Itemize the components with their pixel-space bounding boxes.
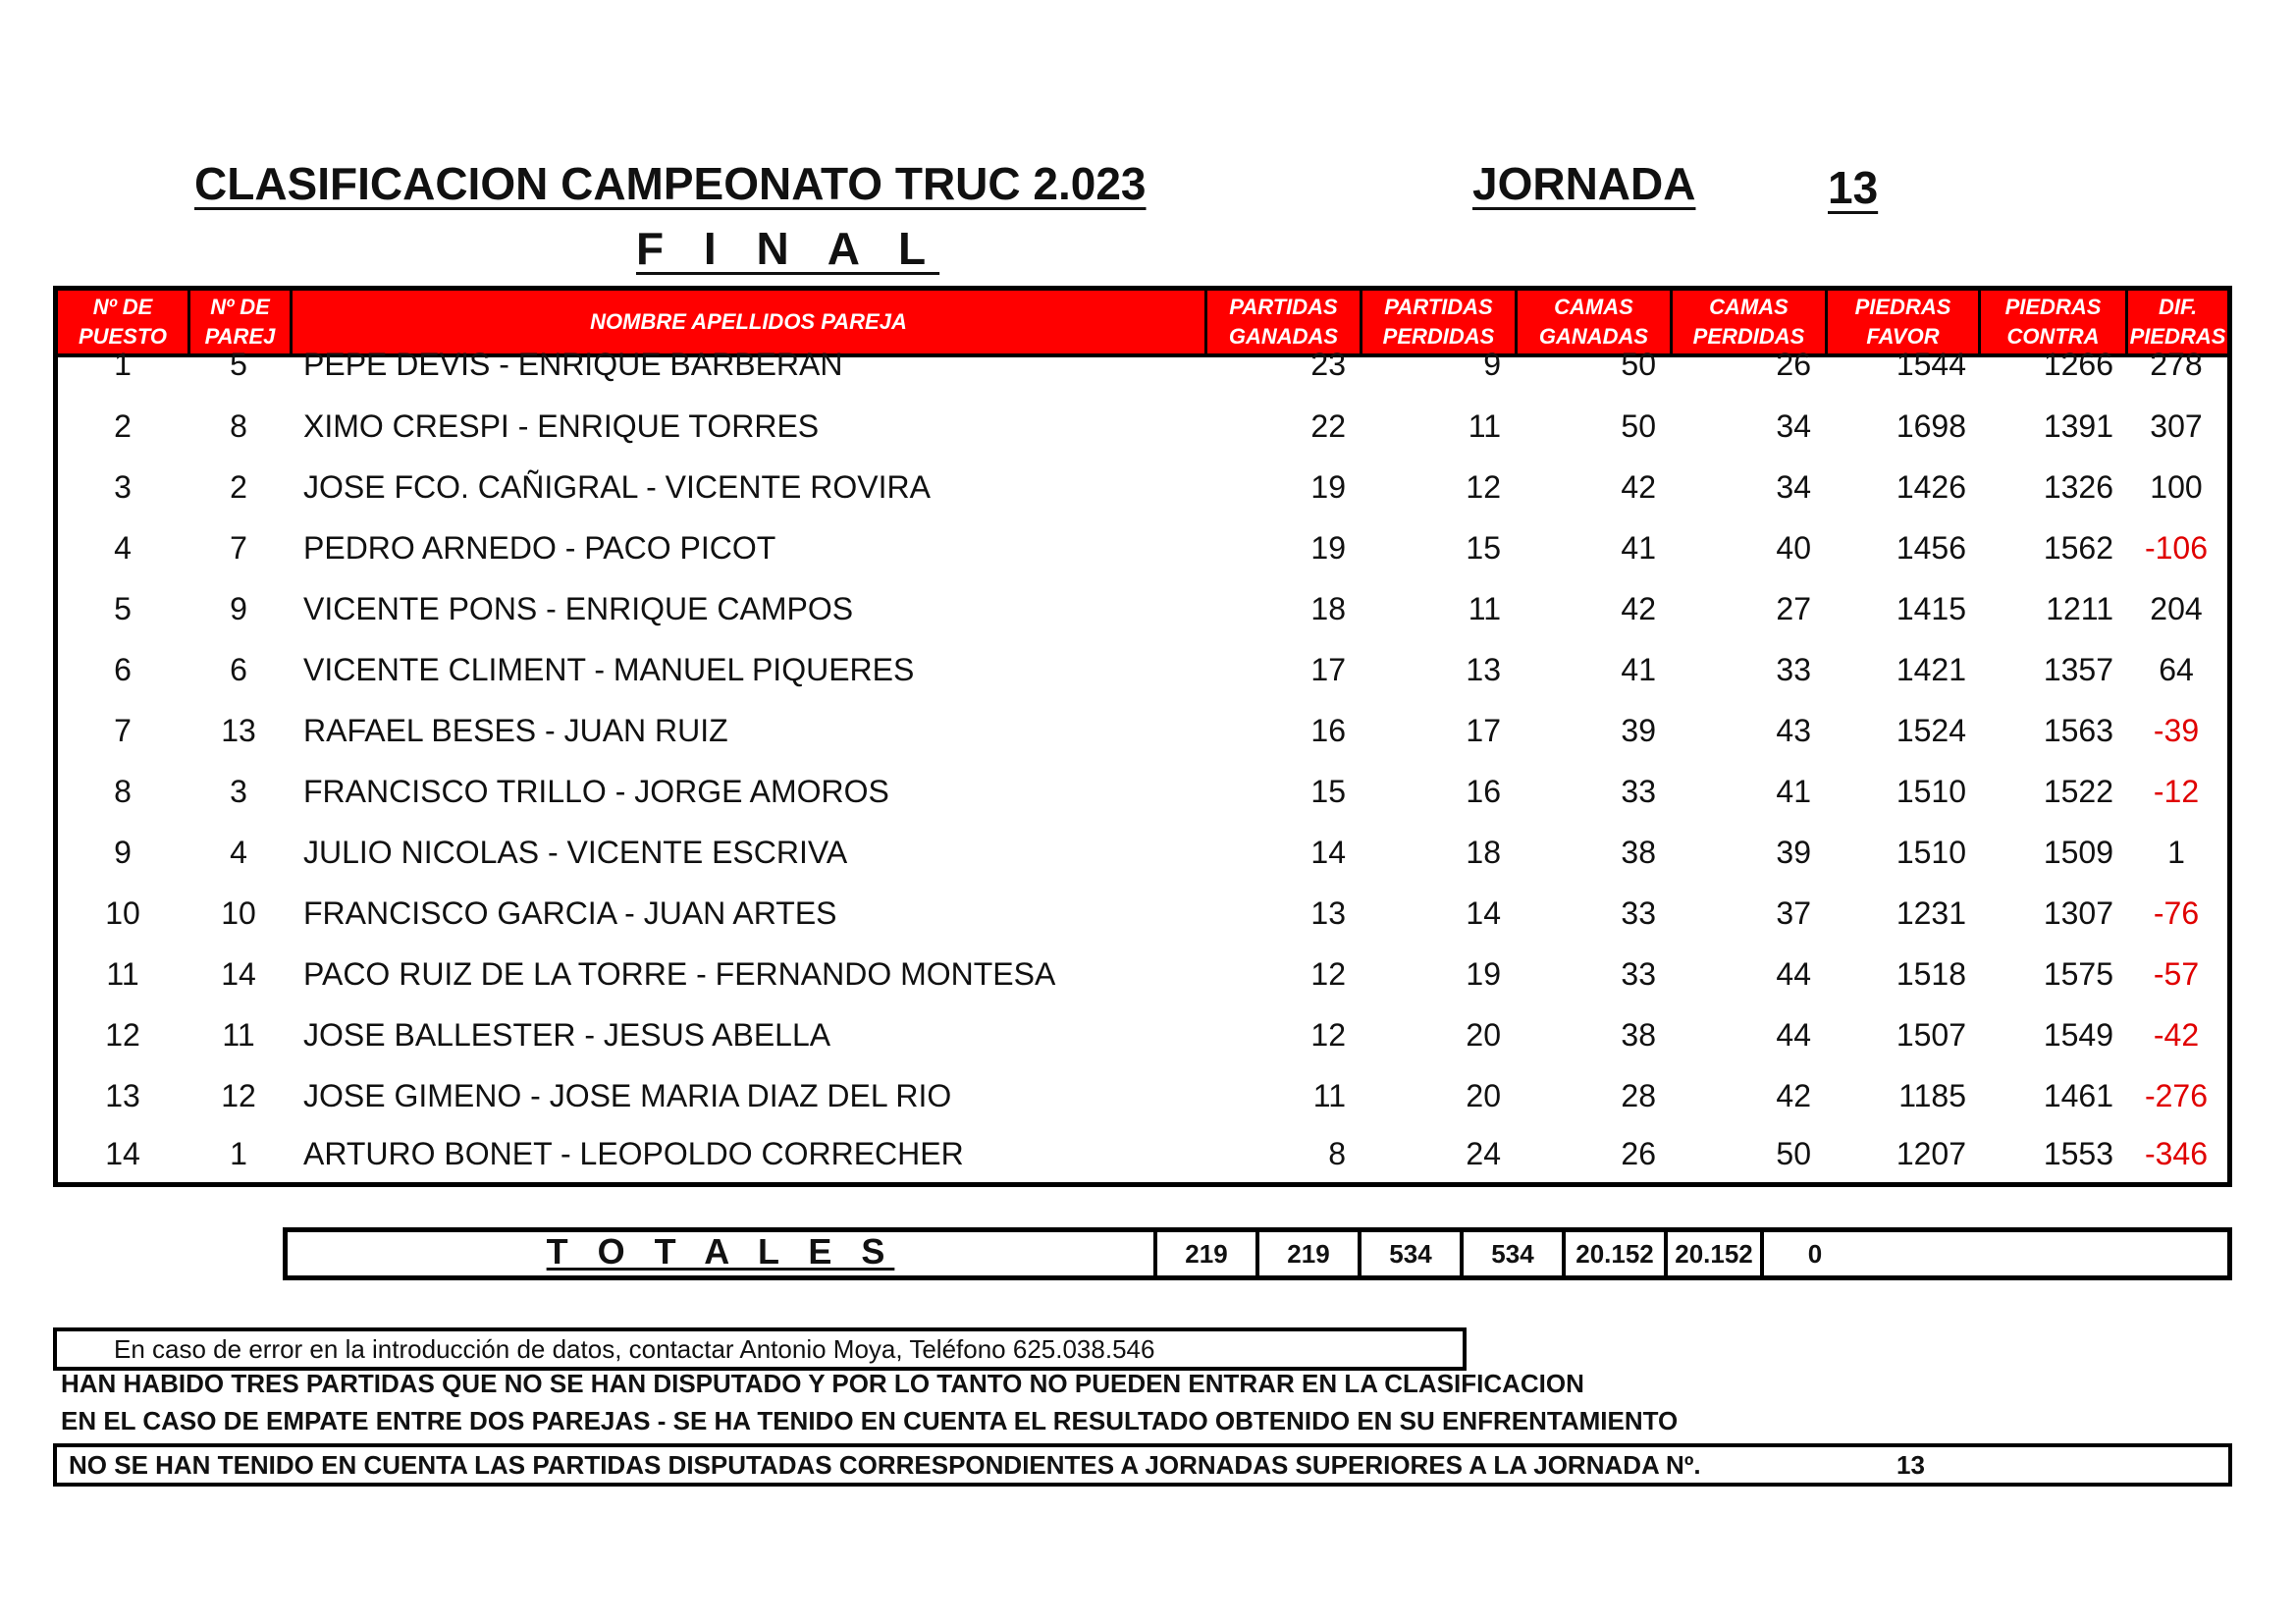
cell-camas-ganadas: 42 xyxy=(1621,591,1656,626)
cell-partidas-perdidas: 9 xyxy=(1483,347,1501,382)
cell-dif-piedras: 307 xyxy=(2150,408,2203,444)
column-header-line2: PERDIDAS xyxy=(1692,324,1805,349)
column-header-line2: FAVOR xyxy=(1866,324,1940,349)
table-row xyxy=(58,1004,2227,1065)
table-row xyxy=(58,822,2227,883)
totals-camas-ganadas: 534 xyxy=(1358,1232,1460,1275)
cell-dif-piedras: -346 xyxy=(2144,1136,2209,1171)
cell-partidas-perdidas: 11 xyxy=(1468,591,1501,626)
cell-dif-piedras: -276 xyxy=(2144,1078,2209,1113)
cell-camas-ganadas: 41 xyxy=(1621,530,1656,566)
jornada-number: 13 xyxy=(1828,162,1879,213)
table-row xyxy=(58,1123,2227,1184)
standings-table xyxy=(53,286,2232,1187)
table-row xyxy=(58,639,2227,700)
table-row xyxy=(58,334,2227,395)
cell-puesto: 9 xyxy=(114,835,132,870)
cell-nombre: PACO RUIZ DE LA TORRE - FERNANDO MONTESA xyxy=(303,956,1056,992)
cell-piedras-contra: 1211 xyxy=(2046,591,2113,626)
column-header-line1: Nº DE xyxy=(210,295,270,319)
cell-pareja: 3 xyxy=(230,774,247,809)
column-header-line2: CONTRA xyxy=(2006,324,2100,349)
cell-camas-ganadas: 41 xyxy=(1621,652,1656,687)
cell-puesto: 5 xyxy=(114,591,132,626)
totals-dif-value: 0 xyxy=(1807,1239,1823,1269)
totals-piedras-contra: 20.152 xyxy=(1664,1232,1760,1275)
column-header-line1: NOMBRE APELLIDOS PAREJA xyxy=(590,309,907,334)
cell-camas-ganadas: 50 xyxy=(1621,408,1656,444)
note-jornada-number: 13 xyxy=(1896,1450,1925,1480)
cell-pareja: 7 xyxy=(230,530,247,566)
column-header-line2: PAREJ xyxy=(204,324,276,349)
cell-piedras-contra: 1391 xyxy=(2043,408,2113,444)
cell-nombre: PEDRO ARNEDO - PACO PICOT xyxy=(303,530,776,566)
cell-partidas-ganadas: 22 xyxy=(1310,408,1346,444)
cell-dif-piedras: 1 xyxy=(2167,835,2185,870)
cell-puesto: 14 xyxy=(105,1136,140,1171)
table-row xyxy=(58,1065,2227,1126)
cell-partidas-perdidas: 11 xyxy=(1468,408,1501,444)
cell-partidas-perdidas: 17 xyxy=(1466,713,1501,748)
column-header-line2: PIEDRAS xyxy=(2129,324,2226,349)
cell-camas-perdidas: 40 xyxy=(1776,530,1811,566)
cell-partidas-perdidas: 12 xyxy=(1466,469,1501,505)
column-header-line2: PUESTO xyxy=(78,324,168,349)
cell-camas-ganadas: 42 xyxy=(1621,469,1656,505)
table-row xyxy=(58,396,2227,457)
cell-pareja: 13 xyxy=(221,713,256,748)
totals-row xyxy=(283,1227,2232,1280)
cell-camas-ganadas: 33 xyxy=(1621,774,1656,809)
cell-camas-perdidas: 33 xyxy=(1776,652,1811,687)
cell-piedras-contra: 1522 xyxy=(2043,774,2113,809)
cell-piedras-favor: 1510 xyxy=(1896,835,1966,870)
cell-partidas-ganadas: 11 xyxy=(1312,1078,1346,1113)
cell-partidas-perdidas: 24 xyxy=(1466,1136,1501,1171)
cell-puesto: 3 xyxy=(114,469,132,505)
cell-partidas-perdidas: 19 xyxy=(1466,956,1501,992)
cell-partidas-ganadas: 12 xyxy=(1310,956,1346,992)
cell-partidas-perdidas: 16 xyxy=(1466,774,1501,809)
cell-dif-piedras: -42 xyxy=(2153,1017,2200,1053)
table-row xyxy=(58,944,2227,1004)
cell-piedras-contra: 1357 xyxy=(2043,652,2113,687)
cell-partidas-perdidas: 15 xyxy=(1466,530,1501,566)
cell-camas-perdidas: 37 xyxy=(1776,895,1811,931)
table-row xyxy=(58,457,2227,517)
cell-piedras-favor: 1524 xyxy=(1896,713,1966,748)
column-header-line1: Nº DE xyxy=(92,295,153,319)
cell-camas-perdidas: 26 xyxy=(1776,347,1811,382)
cell-puesto: 12 xyxy=(105,1017,140,1053)
cell-partidas-perdidas: 20 xyxy=(1466,1078,1501,1113)
cell-camas-perdidas: 39 xyxy=(1776,835,1811,870)
cell-pareja: 12 xyxy=(221,1078,256,1113)
cell-camas-perdidas: 42 xyxy=(1776,1078,1811,1113)
cell-piedras-favor: 1231 xyxy=(1896,895,1966,931)
cell-camas-ganadas: 50 xyxy=(1621,347,1656,382)
cell-piedras-favor: 1510 xyxy=(1896,774,1966,809)
cell-dif-piedras: -106 xyxy=(2144,530,2209,566)
error-contact-box: En caso de error en la introducción de datos, contactar Antonio Moya, Teléfono 625.038.546 xyxy=(53,1327,1467,1371)
cell-partidas-ganadas: 13 xyxy=(1310,895,1346,931)
cell-piedras-favor: 1518 xyxy=(1896,956,1966,992)
cell-partidas-ganadas: 16 xyxy=(1310,713,1346,748)
cell-nombre: XIMO CRESPI - ENRIQUE TORRES xyxy=(303,408,820,444)
cell-pareja: 2 xyxy=(230,469,247,505)
cell-piedras-contra: 1553 xyxy=(2043,1136,2113,1171)
cell-partidas-ganadas: 12 xyxy=(1310,1017,1346,1053)
column-header-line2: GANADAS xyxy=(1538,324,1649,349)
totals-partidas-perdidas: 219 xyxy=(1255,1232,1358,1275)
cell-nombre: RAFAEL BESES - JUAN RUIZ xyxy=(303,713,728,748)
cell-piedras-contra: 1562 xyxy=(2043,530,2113,566)
cell-piedras-contra: 1575 xyxy=(2043,956,2113,992)
cell-piedras-favor: 1698 xyxy=(1896,408,1966,444)
cell-piedras-favor: 1185 xyxy=(1898,1078,1966,1113)
cell-partidas-ganadas: 17 xyxy=(1310,652,1346,687)
table-row xyxy=(58,700,2227,761)
cell-camas-perdidas: 50 xyxy=(1776,1136,1811,1171)
cell-puesto: 1 xyxy=(114,347,132,382)
cell-pareja: 5 xyxy=(230,347,247,382)
cell-partidas-perdidas: 18 xyxy=(1466,835,1501,870)
cell-nombre: VICENTE CLIMENT - MANUEL PIQUERES xyxy=(303,652,915,687)
cell-pareja: 8 xyxy=(230,408,247,444)
cell-camas-perdidas: 34 xyxy=(1776,408,1811,444)
cell-puesto: 11 xyxy=(106,956,139,992)
column-header-line2: PERDIDAS xyxy=(1382,324,1495,349)
column-header-line1: PIEDRAS xyxy=(1854,295,1951,319)
cell-pareja: 4 xyxy=(230,835,247,870)
table-row xyxy=(58,883,2227,944)
cell-nombre: JOSE BALLESTER - JESUS ABELLA xyxy=(303,1017,831,1053)
cell-puesto: 7 xyxy=(114,713,132,748)
cell-piedras-contra: 1563 xyxy=(2043,713,2113,748)
cell-puesto: 10 xyxy=(105,895,140,931)
cell-camas-ganadas: 28 xyxy=(1621,1078,1656,1113)
cell-partidas-ganadas: 19 xyxy=(1310,469,1346,505)
totals-partidas-ganadas: 219 xyxy=(1153,1232,1255,1275)
cell-puesto: 8 xyxy=(114,774,132,809)
cell-dif-piedras: -39 xyxy=(2153,713,2200,748)
page-title: CLASIFICACION CAMPEONATO TRUC 2.023 xyxy=(194,158,1147,209)
cell-nombre: FRANCISCO GARCIA - JUAN ARTES xyxy=(303,895,837,931)
totals-label: T O T A L E S xyxy=(546,1231,895,1272)
cell-piedras-contra: 1549 xyxy=(2043,1017,2113,1053)
table-row xyxy=(58,761,2227,822)
cell-camas-ganadas: 38 xyxy=(1621,1017,1656,1053)
cell-dif-piedras: 278 xyxy=(2150,347,2203,382)
cell-partidas-ganadas: 15 xyxy=(1310,774,1346,809)
cell-partidas-perdidas: 20 xyxy=(1466,1017,1501,1053)
cell-dif-piedras: -12 xyxy=(2153,774,2200,809)
cell-piedras-favor: 1207 xyxy=(1896,1136,1966,1171)
cell-piedras-favor: 1421 xyxy=(1896,652,1966,687)
cell-partidas-perdidas: 13 xyxy=(1466,652,1501,687)
cell-pareja: 9 xyxy=(230,591,247,626)
note-jornada-text: NO SE HAN TENIDO EN CUENTA LAS PARTIDAS DISPUTADAS CORRESPONDIENTES A JORNADAS SUPERIORES A LA JORNADA Nº. xyxy=(69,1450,1701,1480)
jornada-label: JORNADA xyxy=(1472,158,1696,209)
cell-nombre: JOSE FCO. CAÑIGRAL - VICENTE ROVIRA xyxy=(303,469,931,505)
cell-partidas-ganadas: 18 xyxy=(1310,591,1346,626)
cell-puesto: 2 xyxy=(114,408,132,444)
cell-camas-ganadas: 26 xyxy=(1621,1136,1656,1171)
cell-piedras-contra: 1266 xyxy=(2043,347,2113,382)
cell-puesto: 6 xyxy=(114,652,132,687)
cell-camas-perdidas: 27 xyxy=(1776,591,1811,626)
totals-piedras-favor: 20.152 xyxy=(1562,1232,1664,1275)
cell-partidas-ganadas: 19 xyxy=(1310,530,1346,566)
cell-pareja: 6 xyxy=(230,652,247,687)
cell-piedras-contra: 1509 xyxy=(2043,835,2113,870)
cell-partidas-perdidas: 14 xyxy=(1466,895,1501,931)
cell-camas-perdidas: 34 xyxy=(1776,469,1811,505)
cell-piedras-favor: 1426 xyxy=(1896,469,1966,505)
note-jornada-box xyxy=(53,1443,2232,1487)
cell-camas-perdidas: 41 xyxy=(1776,774,1811,809)
cell-pareja: 1 xyxy=(230,1136,247,1171)
column-header-line1: CAMAS xyxy=(1554,295,1633,319)
totals-dif-piedras xyxy=(1760,1232,2227,1275)
cell-dif-piedras: 64 xyxy=(2159,652,2194,687)
cell-dif-piedras: 100 xyxy=(2150,469,2203,505)
note-tiebreak: EN EL CASO DE EMPATE ENTRE DOS PAREJAS - SE HA TENIDO EN CUENTA EL RESULTADO OBTENIDO EN SU ENFRENTAMIENTO xyxy=(61,1406,1679,1435)
cell-piedras-contra: 1326 xyxy=(2043,469,2113,505)
cell-dif-piedras: 204 xyxy=(2150,591,2203,626)
cell-camas-perdidas: 44 xyxy=(1776,1017,1811,1053)
cell-pareja: 10 xyxy=(221,895,256,931)
column-header-line1: PARTIDAS xyxy=(1229,295,1338,319)
column-header-line2: GANADAS xyxy=(1228,324,1339,349)
column-header-line1: DIF. xyxy=(2158,295,2198,319)
cell-partidas-ganadas: 23 xyxy=(1310,347,1346,382)
cell-puesto: 13 xyxy=(105,1078,140,1113)
column-header-line1: PIEDRAS xyxy=(2004,295,2102,319)
cell-puesto: 4 xyxy=(114,530,132,566)
cell-nombre: JULIO NICOLAS - VICENTE ESCRIVA xyxy=(303,835,848,870)
table-row xyxy=(58,578,2227,639)
column-header-line1: CAMAS xyxy=(1709,295,1789,319)
cell-dif-piedras: -57 xyxy=(2153,956,2200,992)
cell-camas-ganadas: 39 xyxy=(1621,713,1656,748)
cell-camas-ganadas: 33 xyxy=(1621,895,1656,931)
cell-nombre: ARTURO BONET - LEOPOLDO CORRECHER xyxy=(303,1136,964,1171)
cell-piedras-favor: 1507 xyxy=(1896,1017,1966,1053)
totals-camas-perdidas: 534 xyxy=(1460,1232,1562,1275)
table-row xyxy=(58,517,2227,578)
cell-camas-ganadas: 38 xyxy=(1621,835,1656,870)
cell-pareja: 14 xyxy=(221,956,256,992)
cell-piedras-contra: 1461 xyxy=(2043,1078,2113,1113)
column-header-line1: PARTIDAS xyxy=(1384,295,1493,319)
cell-partidas-ganadas: 8 xyxy=(1328,1136,1346,1171)
note-unplayed: HAN HABIDO TRES PARTIDAS QUE NO SE HAN DISPUTADO Y POR LO TANTO NO PUEDEN ENTRAR EN LA CLASIFICACION xyxy=(61,1369,1584,1398)
cell-nombre: FRANCISCO TRILLO - JORGE AMOROS xyxy=(303,774,889,809)
cell-piedras-contra: 1307 xyxy=(2043,895,2113,931)
cell-dif-piedras: -76 xyxy=(2153,895,2200,931)
cell-pareja: 11 xyxy=(222,1017,255,1053)
cell-partidas-ganadas: 14 xyxy=(1310,835,1346,870)
page-subtitle: F I N A L xyxy=(636,223,940,274)
cell-piedras-favor: 1544 xyxy=(1896,347,1966,382)
cell-nombre: JOSE GIMENO - JOSE MARIA DIAZ DEL RIO xyxy=(303,1078,952,1113)
cell-piedras-favor: 1456 xyxy=(1896,530,1966,566)
cell-nombre: VICENTE PONS - ENRIQUE CAMPOS xyxy=(303,591,854,626)
cell-camas-ganadas: 33 xyxy=(1621,956,1656,992)
cell-camas-perdidas: 43 xyxy=(1776,713,1811,748)
cell-nombre: PEPE DEVIS - ENRIQUE BARBERAN xyxy=(303,347,843,382)
cell-camas-perdidas: 44 xyxy=(1776,956,1811,992)
cell-piedras-favor: 1415 xyxy=(1896,591,1966,626)
